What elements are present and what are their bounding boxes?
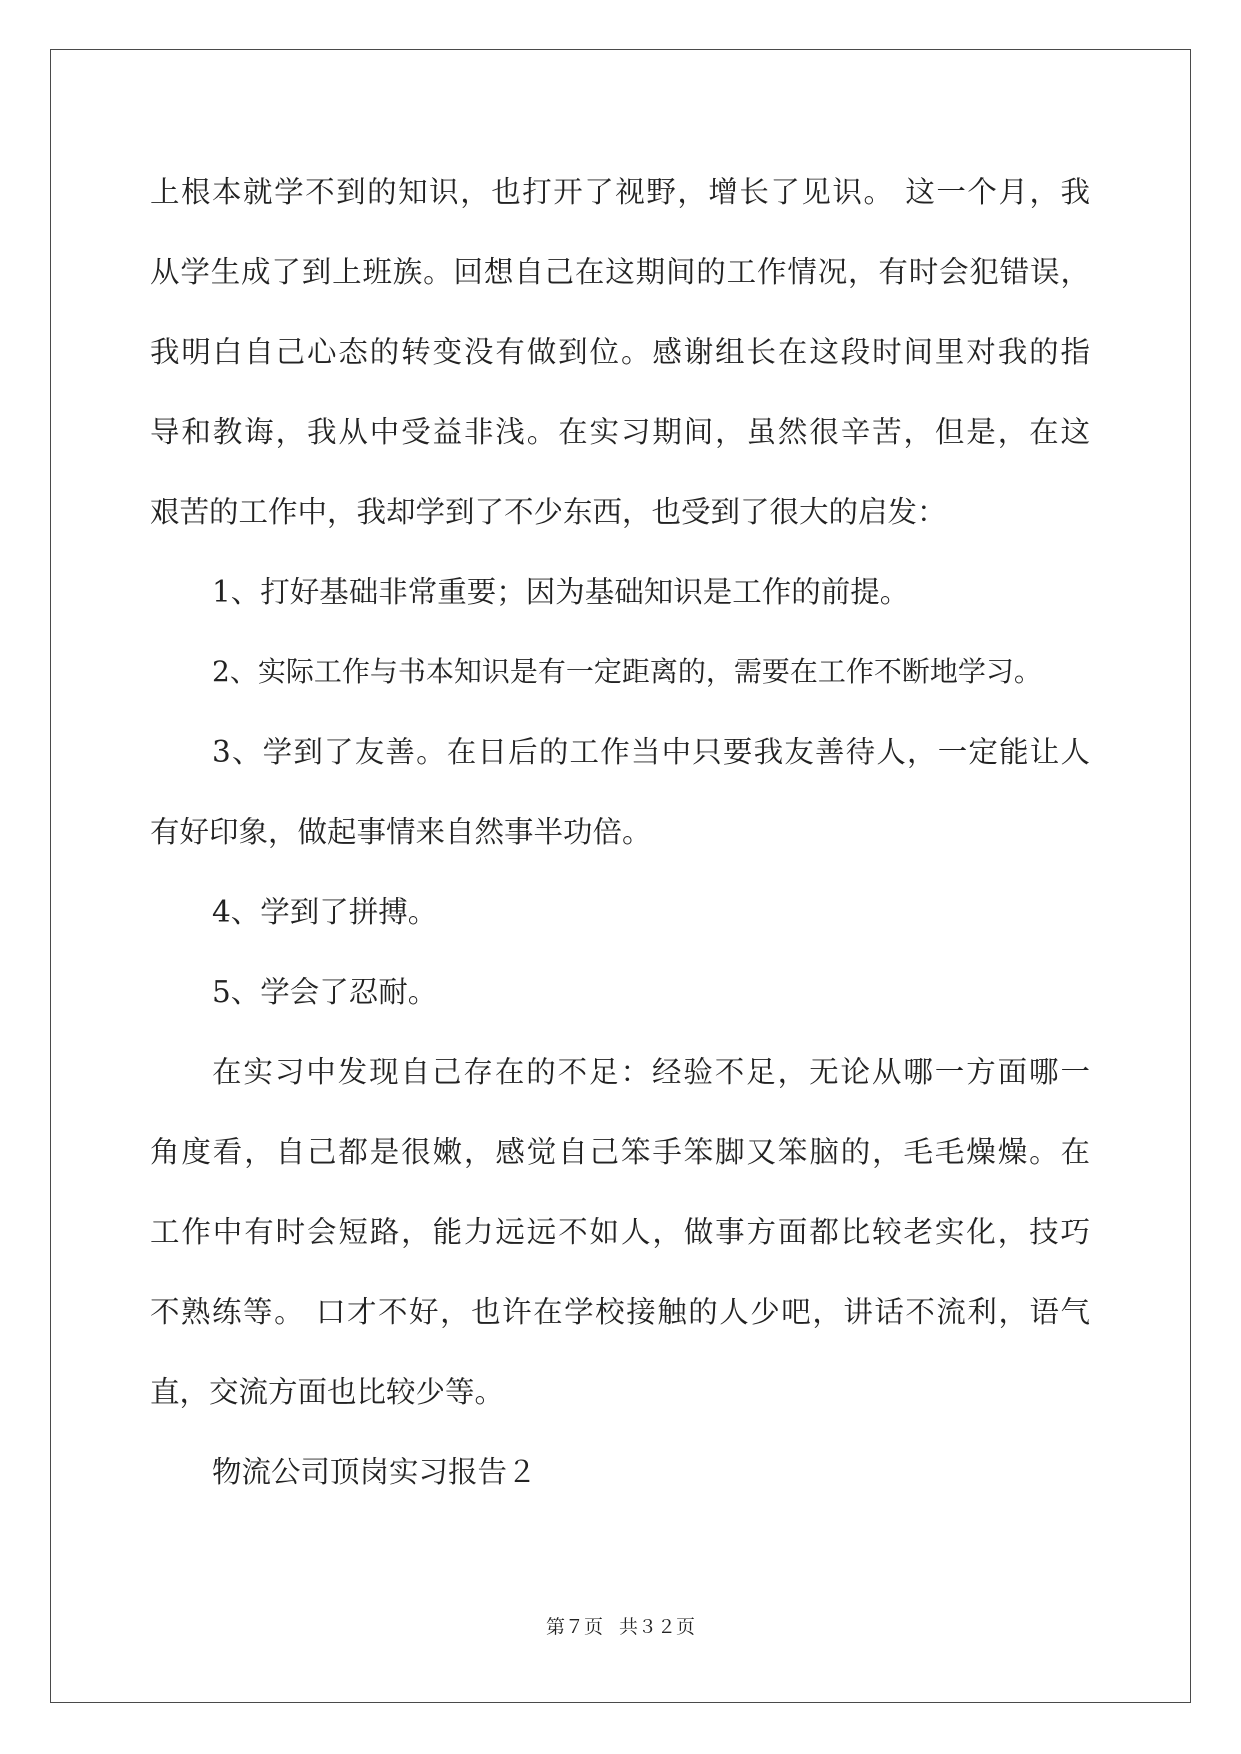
document-body [150, 162, 1090, 1522]
text-line: 在实习中发现自己存在的不足：经验不足，无论从哪一方面哪一 [212, 1055, 1090, 1089]
text-line: 工作中有时会短路，能力远远不如人，做事方面都比较老实化，技巧 [150, 1215, 1090, 1249]
list-item: 1、打好基础非常重要；因为基础知识是工作的前提。 [212, 575, 910, 609]
list-item: 3、学到了友善。在日后的工作当中只要我友善待人，一定能让人 [212, 735, 1090, 769]
text-line: 直，交流方面也比较少等。 [150, 1375, 505, 1409]
page-footer [0, 1612, 1241, 1639]
text-line: 艰苦的工作中，我却学到了不少东西，也受到了很大的启发： [150, 495, 947, 529]
list-item: 5、学会了忍耐。 [212, 975, 438, 1009]
list-item: 4、学到了拼搏。 [212, 895, 438, 929]
text-line: 有好印象，做起事情来自然事半功倍。 [150, 815, 652, 849]
page-number: 第７页 [545, 1616, 603, 1638]
text-line: 上根本就学不到的知识，也打开了视野，增长了见识。 这一个月，我 [150, 175, 1090, 209]
text-line: 不熟练等。 口才不好，也许在学校接触的人少吧，讲话不流利，语气 [150, 1295, 1090, 1329]
list-item: 2、实际工作与书本知识是有一定距离的，需要在工作不断地学习。 [212, 655, 1042, 688]
text-line: 从学生成了到上班族。回想自己在这期间的工作情况，有时会犯错误， [150, 255, 1090, 289]
text-line: 角度看，自己都是很嫩，感觉自己笨手笨脚又笨脑的，毛毛燥燥。在 [150, 1135, 1090, 1169]
page-total: 共３２页 [619, 1616, 696, 1638]
section-heading: 物流公司顶岗实习报告２ [212, 1455, 537, 1489]
text-line: 导和教诲，我从中受益非浅。在实习期间，虽然很辛苦，但是，在这 [150, 415, 1090, 449]
text-line: 我明白自己心态的转变没有做到位。感谢组长在这段时间里对我的指 [150, 335, 1090, 369]
